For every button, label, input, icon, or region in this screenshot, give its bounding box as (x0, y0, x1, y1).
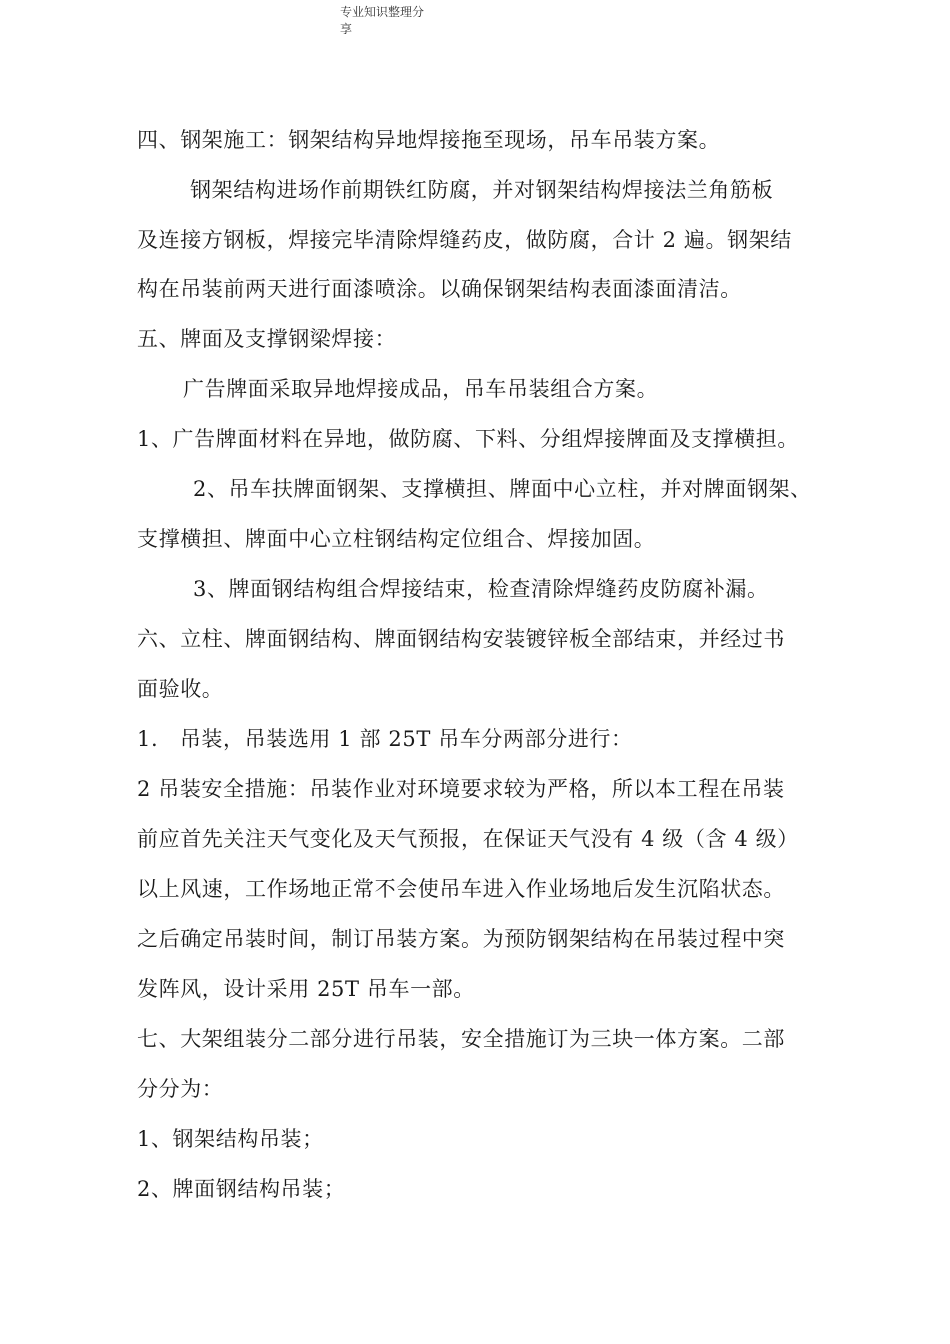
paragraph-line: 以上风速，工作场地正常不会使吊车进入作业场地后发生沉陷状态。 (137, 877, 785, 901)
header-line-2: 享 (340, 22, 353, 36)
paragraph-line: 之后确定吊装时间，制订吊装方案。为预防钢架结构在吊装过程中突 (137, 927, 785, 951)
paragraph-line: 面验收。 (137, 677, 224, 701)
section-heading-5: 五、牌面及支撑钢梁焊接： (137, 327, 397, 351)
header-line-1: 专业知识整理分 (340, 5, 425, 19)
paragraph-line: 发阵风，设计采用 25T 吊车一部。 (137, 977, 475, 1001)
list-item: 3、牌面钢结构组合焊接结束，检查清除焊缝药皮防腐补漏。 (193, 577, 769, 601)
paragraph-line: 支撑横担、牌面中心立柱钢结构定位组合、焊接加固。 (137, 527, 656, 551)
list-item: 2、吊车扶牌面钢架、支撑横担、牌面中心立柱，并对牌面钢架、 (193, 477, 812, 501)
list-item: 1、广告牌面材料在异地，做防腐、下料、分组焊接牌面及支撑横担。 (137, 427, 799, 451)
list-item: 2、牌面钢结构吊装； (137, 1177, 346, 1201)
paragraph-line: 广告牌面采取异地焊接成品，吊车吊装组合方案。 (183, 377, 659, 401)
section-heading-4: 四、钢架施工：钢架结构异地焊接拖至现场，吊车吊装方案。 (137, 128, 721, 152)
section-heading-6: 六、立柱、牌面钢结构、牌面钢结构安装镀锌板全部结束，并经过书 (137, 627, 785, 651)
section-heading-7: 七、大架组装分二部分进行吊装，安全措施订为三块一体方案。二部 (137, 1027, 785, 1051)
list-item: 1. 吊装，吊装选用 1 部 25T 吊车分两部分进行： (137, 727, 633, 751)
paragraph-line: 前应首先关注天气变化及天气预报，在保证天气没有 4 级（含 4 级） (137, 827, 799, 851)
paragraph-line: 分分为： (137, 1077, 224, 1101)
list-item: 2 吊装安全措施：吊装作业对环境要求较为严格，所以本工程在吊装 (137, 777, 785, 801)
paragraph-line: 钢架结构进场作前期铁红防腐，并对钢架结构焊接法兰角筋板 (190, 178, 774, 202)
list-item: 1、钢架结构吊装； (137, 1127, 324, 1151)
page-header (340, 4, 460, 38)
paragraph-line: 及连接方钢板，焊接完毕清除焊缝药皮，做防腐，合计 2 遍。钢架结 (137, 228, 792, 252)
paragraph-line: 构在吊装前两天进行面漆喷涂。以确保钢架结构表面漆面清洁。 (137, 277, 742, 301)
